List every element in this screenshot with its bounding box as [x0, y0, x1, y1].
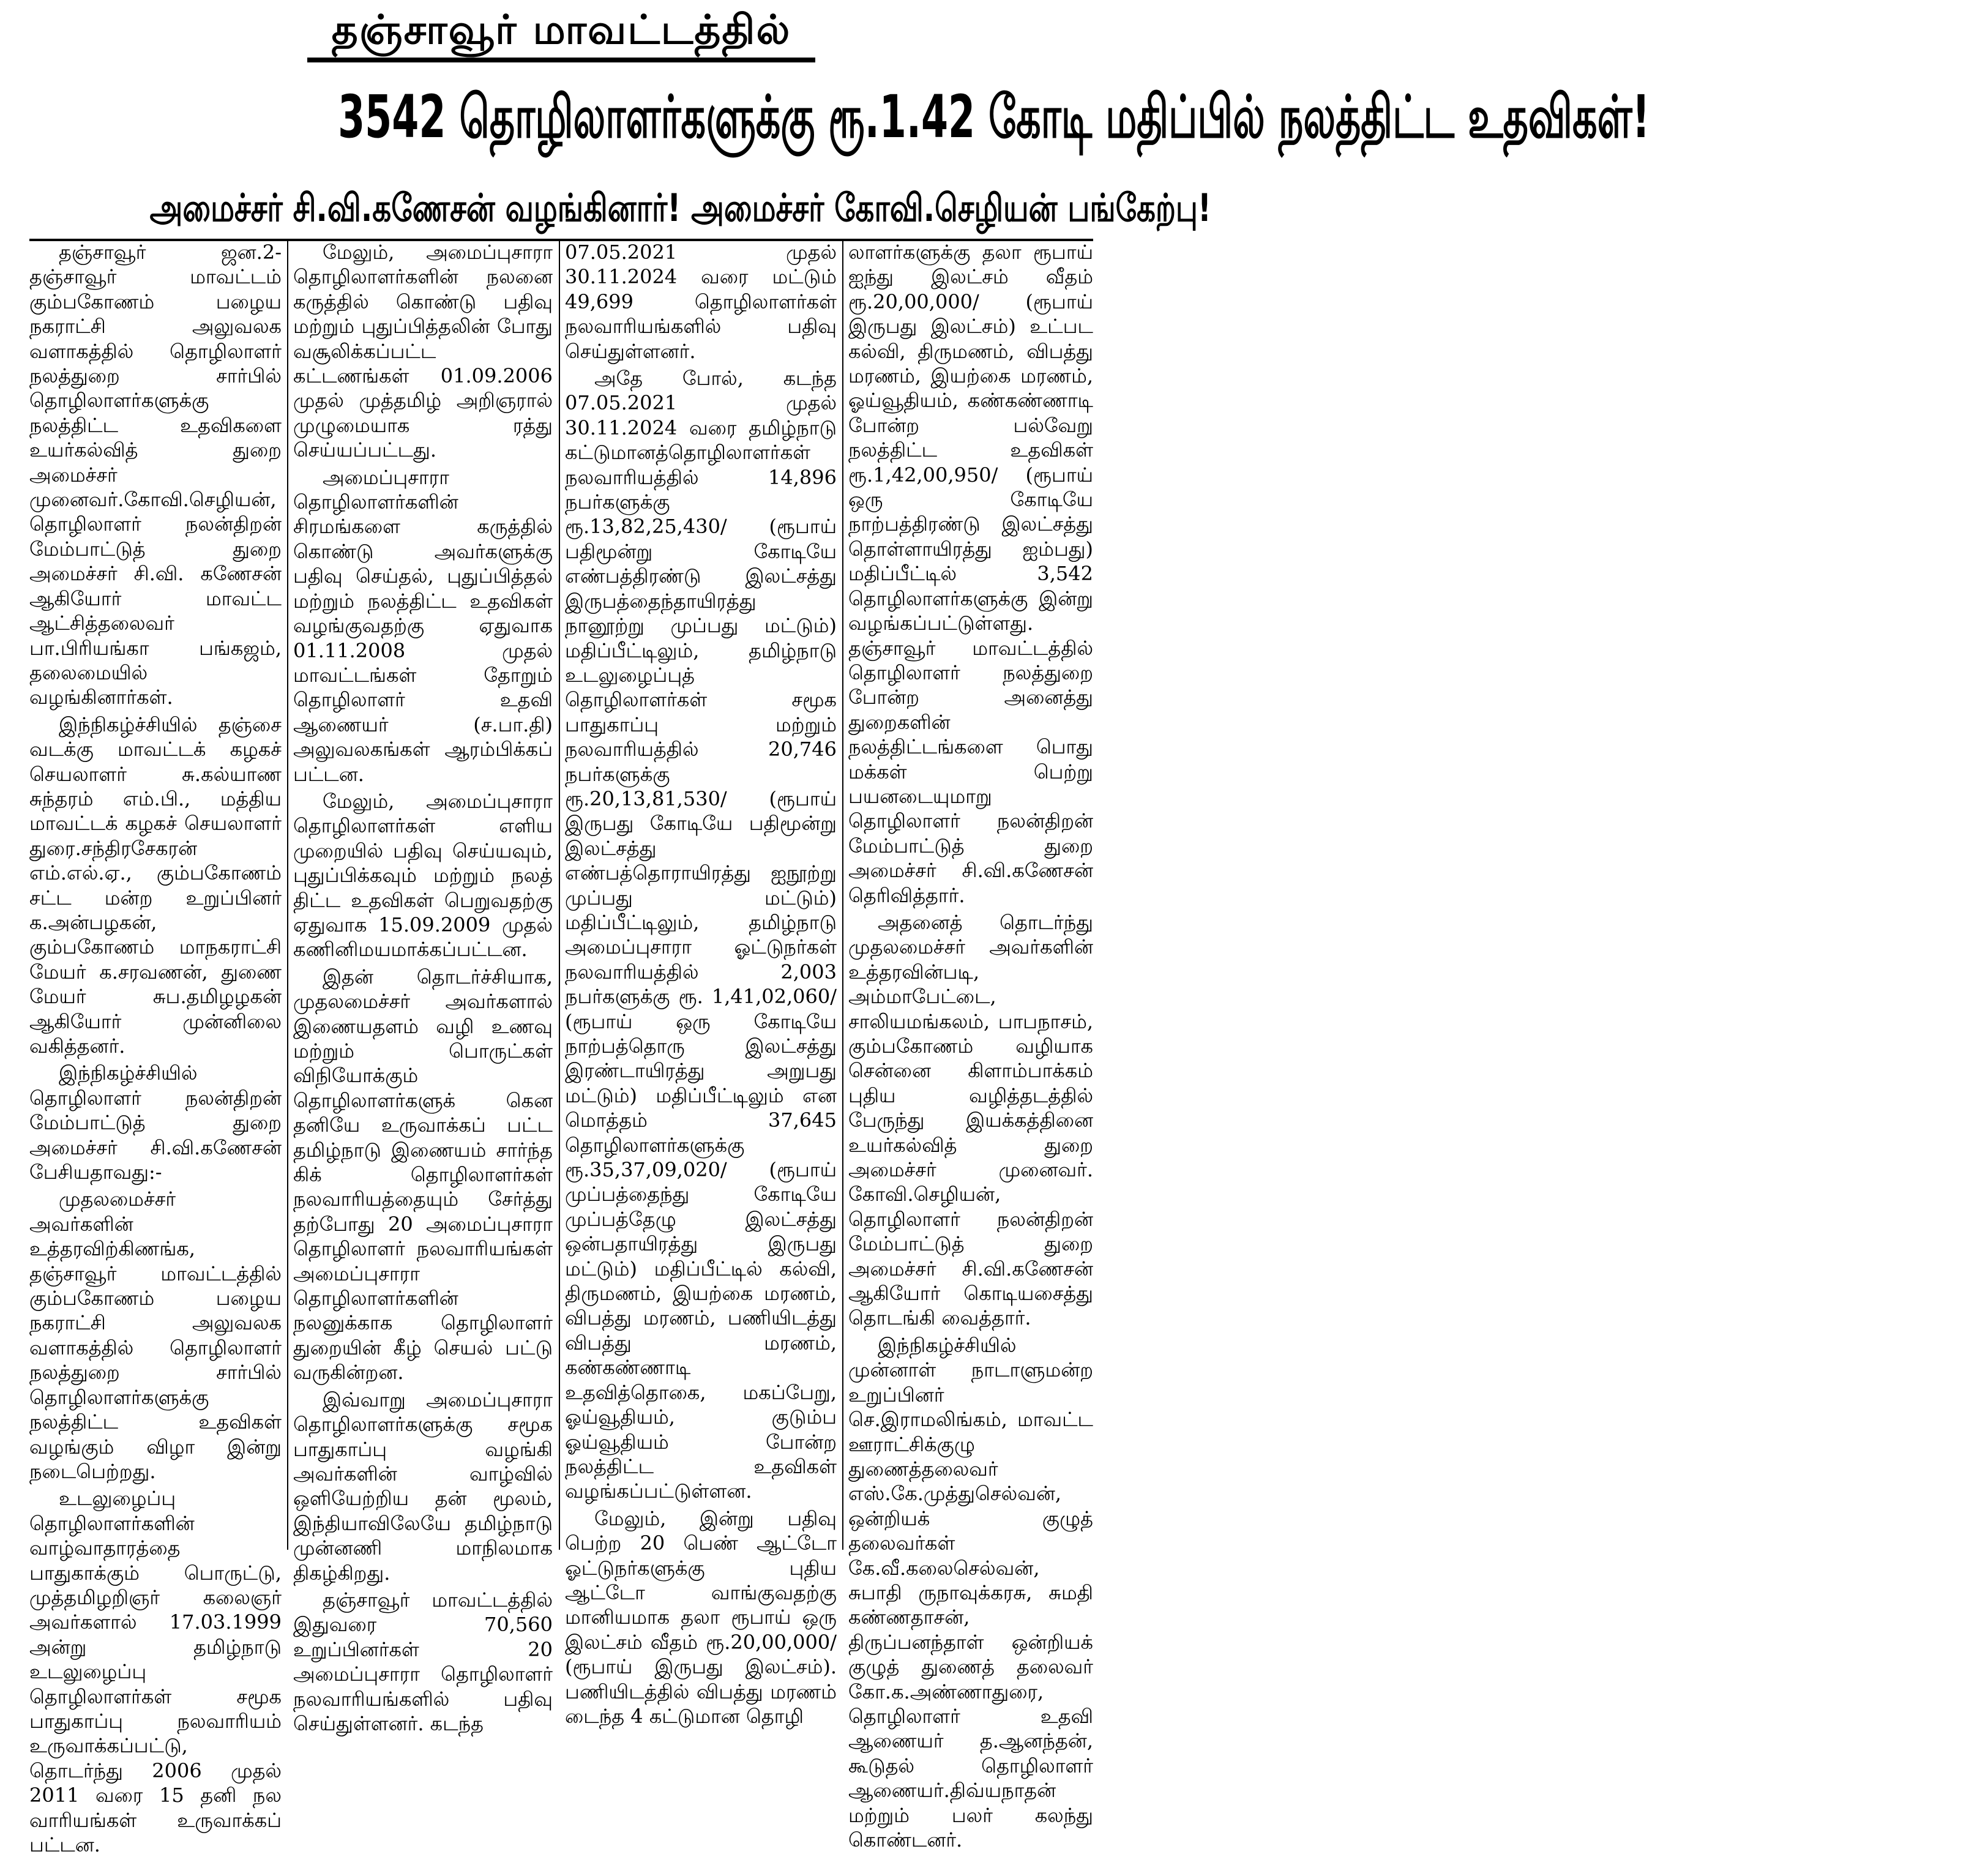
paragraph: அதே போல், கடந்த 07.05.2021 முதல் 30.11.2024 வரை தமிழ்நாடு கட்டுமானத்தொழிலாளர்கள் நலவாரியத்தில் 14,896 நபர்களுக்கு ரூ.13,82,25,430/ (ரூபாய் பதிமூன்று கோடியே எண்பத்திரண்டு இலட்சத்து இருபத்தைந்தாயிரத்து நானூற்று முப்பது மட்டும்) மதிப்பீட்டிலும், தமிழ்நாடு உடலுழைப்புத் தொழிலாளர்கள் சமூக பாதுகாப்பு மற்றும் நலவாரியத்தில் 20,746 நபர்களுக்கு ரூ.20,13,81,530/ (ரூபாய் இருபது கோடியே பதிமூன்று இலட்சத்து எண்பத்தொராயிரத்து ஐநூற்று முப்பது மட்டும்) மதிப்பீட்டிலும், தமிழ்நாடு அமைப்புசாரா ஓட்டுநர்கள் நலவாரியத்தில் 2,003 நபர்களுக்கு ரூ. 1,41,02,060/ (ரூபாய் ஒரு கோடியே நாற்பத்தொரு இலட்சத்து இரண்டாயிரத்து அறுபது மட்டும்) மதிப்பீட்டிலும் என மொத்தம் 37,645 தொழிலாளர்களுக்கு ரூ.35,37,09,020/ (ரூபாய் முப்பத்தைந்து கோடியே முப்பத்தேழு இலட்சத்து ஒன்பதாயிரத்து இருபது மட்டும்) மதிப்பீட்டில் கல்வி, திருமணம், இயற்கை மரணம், விபத்து மரணம், பணியிடத்து விபத்து மரணம், கண்கண்ணாடி உதவித்தொகை, மகப்பேறு, ஓய்வூதியம், குடும்ப ஓய்வூதியம் போன்ற நலத்திட்ட உதவிகள் வழங்கப்பட்டுள்ளன.: [565, 367, 837, 1503]
subheadline: அமைச்சர் சி.வி.கணேசன் வழங்கினார்! அமைச்சர் கோவி.செழியன் பங்கேற்பு!: [149, 185, 1211, 230]
headline: 3542 தொழிலாளர்களுக்கு ரூ.1.42 கோடி மதிப்பில் நலத்திட்ட உதவிகள்!: [338, 83, 1650, 151]
paragraph: இதன் தொடர்ச்சியாக, முதலமைச்சர் அவர்களால் இணையதளம் வழி உணவு மற்றும் பொருட்கள் விநியோக்கும் தொழிலாளர்களுக் கென தனியே உருவாக்கப் பட்ட தமிழ்நாடு இணையம் சார்ந்த கிக் தொழிலாளர்கள் நலவாரியத்தையும் சேர்த்து தற்போது 20 அமைப்புசாரா தொழிலாளர் நலவாரியங்கள் அமைப்புசாரா தொழிலாளர்களின் நலனுக்காக தொழிலாளர் துறையின் கீழ் செயல் பட்டு வருகின்றன.: [293, 965, 553, 1384]
article-column-4: [848, 240, 1093, 1851]
paragraph: அமைப்புசாரா தொழிலாளர்களின் சிரமங்களை கருத்தில் கொண்டு அவர்களுக்கு பதிவு செய்தல், புதுப்பித்தல் மற்றும் நலத்திட்ட உதவிகள் வழங்குவதற்கு ஏதுவாக 01.11.2008 முதல் மாவட்டங்கள் தோறும் தொழிலாளர் உதவி ஆணையர் (ச.பா.தி) அலுவலகங்கள் ஆரம்பிக்கப் பட்டன.: [293, 465, 553, 786]
paragraph: அதனைத் தொடர்ந்து முதலமைச்சர் அவர்களின் உத்தரவின்படி, அம்மாபேட்டை, சாலியமங்கலம், பாபநாசம், கும்பகோணம் வழியாக சென்னை கிளாம்பாக்கம் புதிய வழித்தடத்தில் பேருந்து இயக்கத்தினை உயர்கல்வித் துறை அமைச்சர் முனைவர். கோவி.செழியன், தொழிலாளர் நலன்திறன் மேம்பாட்டுத் துறை அமைச்சர் சி.வி.கணேசன் ஆகியோர் கொடியசைத்து தொடங்கி வைத்தார்.: [848, 910, 1093, 1330]
paragraph: லாளர்களுக்கு தலா ரூபாய் ஐந்து இலட்சம் வீதம் ரூ.20,00,000/ (ரூபாய் இருபது இலட்சம்) உட்பட கல்வி, திருமணம், விபத்து மரணம், இயற்கை மரணம், ஓய்வூதியம், கண்கண்ணாடி போன்ற பல்வேறு நலத்திட்ட உதவிகள் ரூ.1,42,00,950/ (ரூபாய் ஒரு கோடியே நாற்பத்திரண்டு இலட்சத்து தொள்ளாயிரத்து ஐம்பது) மதிப்பீட்டில் 3,542 தொழிலாளர்களுக்கு இன்று வழங்கப்பட்டுள்ளது. தஞ்சாவூர் மாவட்டத்தில் தொழிலாளர் நலத்துறை போன்ற அனைத்து துறைகளின் நலத்திட்டங்களை பொது மக்கள் பெற்று பயனடையுமாறு தொழிலாளர் நலன்திறன் மேம்பாட்டுத் துறை அமைச்சர் சி.வி.கணேசன் தெரிவித்தார்.: [848, 241, 1093, 907]
paragraph: இவ்வாறு அமைப்புசாரா தொழிலாளர்களுக்கு சமூக பாதுகாப்பு வழங்கி அவர்களின் வாழ்வில் ஒளியேற்றிய தன் மூலம், இந்தியாவிலேயே தமிழ்நாடு முன்னணி மாநிலமாக திகழ்கிறது.: [293, 1388, 553, 1585]
column-divider: [842, 240, 843, 1550]
paragraph: மேலும், அமைப்புசாரா தொழிலாளர்களின் நலனை கருத்தில் கொண்டு பதிவு மற்றும் புதுப்பித்தலின் போது வசூலிக்கப்பட்ட கட்டணங்கள் 01.09.2006 முதல் முத்தமிழ் அறிஞரால் முழுமையாக ரத்து செய்யப்பட்டது.: [293, 241, 553, 462]
headline-kicker: தஞ்சாவூர் மாவட்டத்தில்: [0, 4, 1123, 62]
column-divider: [559, 240, 560, 1550]
column-divider: [287, 240, 288, 1550]
article-column-3: [565, 240, 837, 1728]
paragraph: உடலுழைப்பு தொழிலாளர்களின் வாழ்வாதாரத்தை பாதுகாக்கும் பொருட்டு, முத்தமிழறிஞர் கலைஞர் அவர்களால் 17.03.1999 அன்று தமிழ்நாடு உடலுழைப்பு தொழிலாளர்கள் சமூக பாதுகாப்பு நலவாரியம் உருவாக்கப்பட்டு, தொடர்ந்து 2006 முதல் 2011 வரை 15 தனி நல வாரியங்கள் உருவாக்கப் பட்டன.: [29, 1487, 282, 1856]
paragraph: தஞ்சாவூர் ஜன.2- தஞ்சாவூர் மாவட்டம் கும்பகோணம் பழைய நகராட்சி அலுவலக வளாகத்தில் தொழிலாளர் நலத்துறை சார்பில் தொழிலாளர்களுக்கு நலத்திட்ட உதவிகளை உயர்கல்வித் துறை அமைச்சர் முனைவர்.கோவி.செழியன், தொழிலாளர் நலன்திறன் மேம்பாட்டுத் துறை அமைச்சர் சி.வி. கணேசன் ஆகியோர் மாவட்ட ஆட்சித்தலைவர் பா.பிரியங்கா பங்கஜம், தலைமையில் வழங்கினார்கள்.: [29, 241, 282, 709]
article-column-2: [293, 240, 553, 1735]
paragraph: இந்நிகழ்ச்சியில் முன்னாள் நாடாளுமன்ற உறுப்பினர் செ.இராமலிங்கம், மாவட்ட ஊராட்சிக்குழு துணைத்தலைவர் எஸ்.கே.முத்துசெல்வன், ஒன்றியக் குழுத் தலைவர்கள் கே.வீ.கலைசெல்வன், சுபாதி ருநாவுக்கரசு, சுமதி கண்ணதாசன், திருப்பனந்தாள் ஒன்றியக் குழுத் துணைத் தலைவர் கோ.க.அண்ணாதுரை, தொழிலாளர் உதவி ஆணையர் த.ஆனந்தன், கூடுதல் தொழிலாளர் ஆணையர்.திவ்யநாதன் மற்றும் பலர் கலந்து கொண்டனர்.: [848, 1333, 1093, 1851]
paragraph: மேலும், அமைப்புசாரா தொழிலாளர்கள் எளிய முறையில் பதிவு செய்யவும், புதுப்பிக்கவும் மற்றும் நலத் திட்ட உதவிகள் பெறுவதற்கு ஏதுவாக 15.09.2009 முதல் கணினிமயமாக்கப்பட்டன.: [293, 789, 553, 962]
paragraph: இந்நிகழ்ச்சியில் தொழிலாளர் நலன்திறன் மேம்பாட்டுத் துறை அமைச்சர் சி.வி.கணேசன் பேசியதாவது:-: [29, 1061, 282, 1184]
article-column-1: [29, 240, 282, 1856]
paragraph: முதலமைச்சர் அவர்களின் உத்தரவிற்கிணங்க, தஞ்சாவூர் மாவட்டத்தில் கும்பகோணம் பழைய நகராட்சி அலுவலக வளாகத்தில் தொழிலாளர் நலத்துறை சார்பில் தொழிலாளர்களுக்கு நலத்திட்ட உதவிகள் வழங்கும் விழா இன்று நடைபெற்றது.: [29, 1187, 282, 1483]
paragraph: இந்நிகழ்ச்சியில் தஞ்சை வடக்கு மாவட்டக் கழகச் செயலாளர் சு.கல்யாண சுந்தரம் எம்.பி., மத்திய மாவட்டக் கழகச் செயலாளர் துரை.சந்திரசேகரன் எம்.எல்.ஏ., கும்பகோணம் சட்ட மன்ற உறுப்பினர் க.அன்பழகன், கும்பகோணம் மாநகராட்சி மேயர் க.சரவணன், துணை மேயர் சுப.தமிழழகன் ஆகியோர் முன்னிலை வகித்தனர்.: [29, 712, 282, 1058]
paragraph: 07.05.2021 முதல் 30.11.2024 வரை மட்டும் 49,699 தொழிலாளர்கள் நலவாரியங்களில் பதிவு செய்துள்ளனர்.: [565, 241, 837, 363]
paragraph: தஞ்சாவூர் மாவட்டத்தில் இதுவரை 70,560 உறுப்பினர்கள் 20 அமைப்புசாரா தொழிலாளர் நலவாரியங்களில் பதிவு செய்துள்ளனர். கடந்த: [293, 1588, 553, 1735]
paragraph: மேலும், இன்று பதிவு பெற்ற 20 பெண் ஆட்டோ ஓட்டுநர்களுக்கு புதிய ஆட்டோ வாங்குவதற்கு மானியமாக தலா ரூபாய் ஒரு இலட்சம் வீதம் ரூ.20,00,000/ (ரூபாய் இருபது இலட்சம்). பணியிடத்தில் விபத்து மரணம் டைந்த 4 கட்டுமான தொழி: [565, 1506, 837, 1728]
